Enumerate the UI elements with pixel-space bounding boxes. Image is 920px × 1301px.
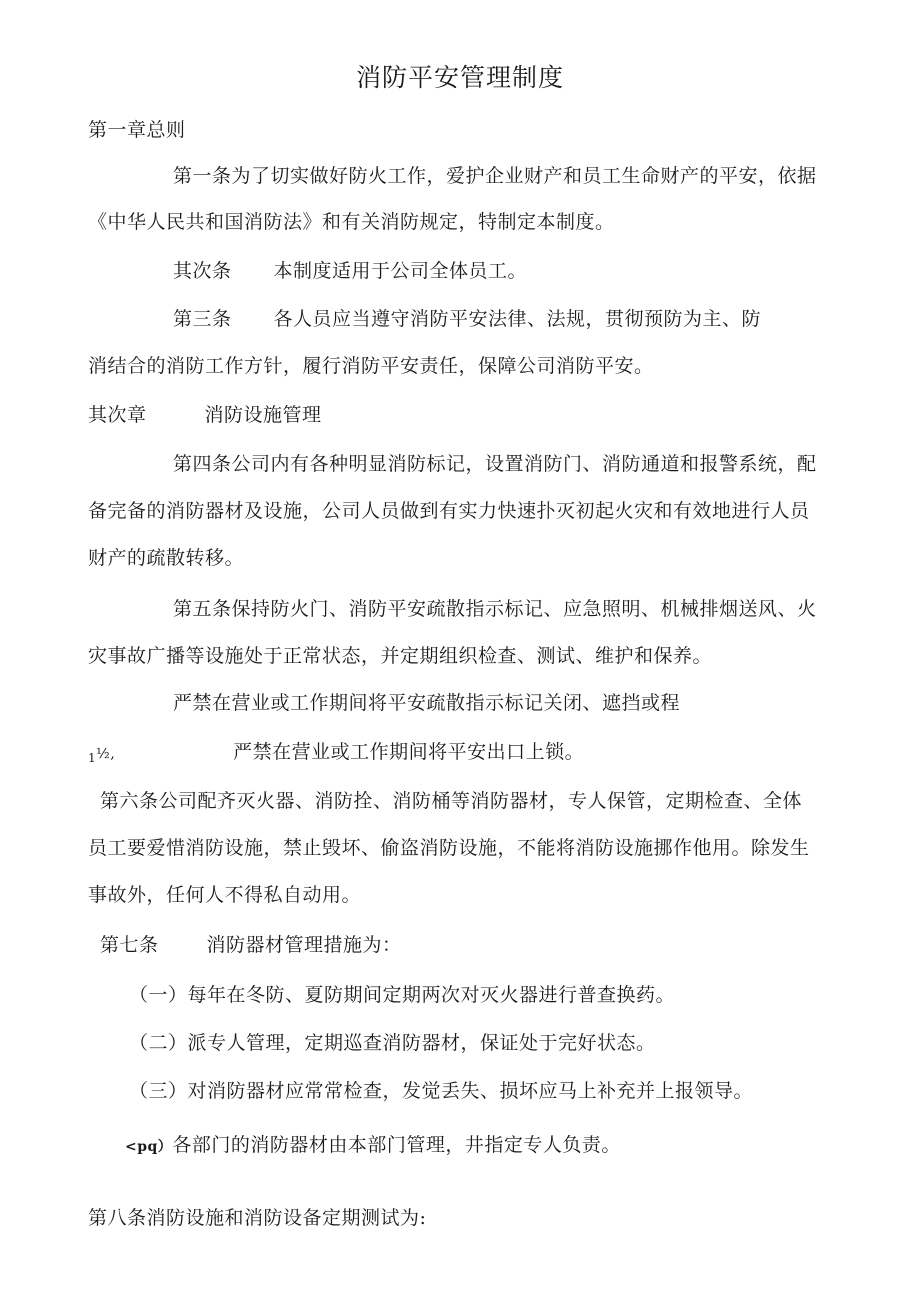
article-7-item-4-text: 各部门的消防器材由本部门管理，井指定专人负责。 (172, 1134, 621, 1156)
article-6-line-2: 员工要爱惜消防设施，禁止毁坏、偷盗消防设施，不能将消防设施挪作他用。除发生 (88, 837, 810, 859)
article-3-line-1 (173, 306, 761, 332)
article-2 (173, 258, 527, 284)
article-4-line-2: 备完备的消防器材及设施，公司人员做到有实力快速扑灭初起火灾和有效地进行人员 (88, 500, 810, 522)
article-7-item-2: （二）派专人管理，定期巡查消防器材，保证处于完好状态。 (129, 1032, 656, 1054)
article-7-text: 消防器材管理措施为： (206, 934, 402, 956)
article-8-line-1: 第八条消防设施和消防设备定期测试为: (88, 1207, 427, 1229)
chapter-2-heading (88, 402, 322, 428)
article-5-line-4 (88, 739, 584, 771)
chapter-2-label: 其次章 (88, 404, 147, 426)
article-3-text: 各人员应当遵守消防平安法律、法规，贯彻预防为主、防 (273, 308, 762, 330)
article-2-label: 其次条 (173, 260, 232, 282)
article-5-marker-sub: 1 (88, 751, 97, 765)
document-title: 消防平安管理制度 (355, 63, 564, 92)
article-4-line-3: 财产的疏散转移。 (88, 547, 245, 569)
article-5-line-2: 灾事故广播等设施处于正常状态，并定期组织检查、测试、维护和保养。 (88, 645, 713, 667)
article-7-item-4-marker: <pq） (125, 1139, 173, 1155)
article-7-label: 第七条 (100, 934, 159, 956)
article-5-marker-frac: ½, (96, 746, 116, 762)
article-5-line-4-text: 严禁在营业或工作期间将平安出口上锁。 (233, 741, 585, 763)
article-4-line-1: 第四条公司内有各种明显消防标记，设置消防门、消防通道和报警系统，配 (173, 453, 817, 475)
chapter-2-title: 消防设施管理 (204, 404, 322, 426)
article-6-line-1: 第六条公司配齐灭火器、消防拴、消防桶等消防器材，专人保管，定期检查、全体 (100, 790, 803, 812)
article-3-line-2: 消结合的消防工作方针，履行消防平安责任，保障公司消防平安。 (88, 355, 654, 377)
article-7-item-4 (125, 1132, 621, 1160)
article-6-line-3: 事故外，任何人不得私自动用。 (88, 884, 362, 906)
article-1-line-1: 第一条为了切实做好防火工作，爱护企业财产和员工生命财产的平安，依据 (173, 165, 817, 187)
article-5-line-3: 严禁在营业或工作期间将平安疏散指示标记关闭、遮挡或程 (173, 692, 681, 714)
article-7-item-3: （三）对消防器材应常常检查，发觉丢失、损坏应马上补充并上报领导。 (129, 1080, 754, 1102)
article-1-line-2: 《中华人民共和国消防法》和有关消防规定，特制定本制度。 (88, 211, 615, 233)
article-7-item-1: （一）每年在冬防、夏防期间定期两次对灭火器进行普查换药。 (129, 984, 676, 1006)
article-5-line-1: 第五条保持防火门、消防平安疏散指示标记、应急照明、机械排烟送风、火 (173, 598, 817, 620)
article-7-heading (100, 932, 402, 958)
chapter-1-heading: 第一章总则 (88, 119, 186, 141)
article-3-label: 第三条 (173, 308, 232, 330)
article-2-text: 本制度适用于公司全体员工。 (273, 260, 528, 282)
